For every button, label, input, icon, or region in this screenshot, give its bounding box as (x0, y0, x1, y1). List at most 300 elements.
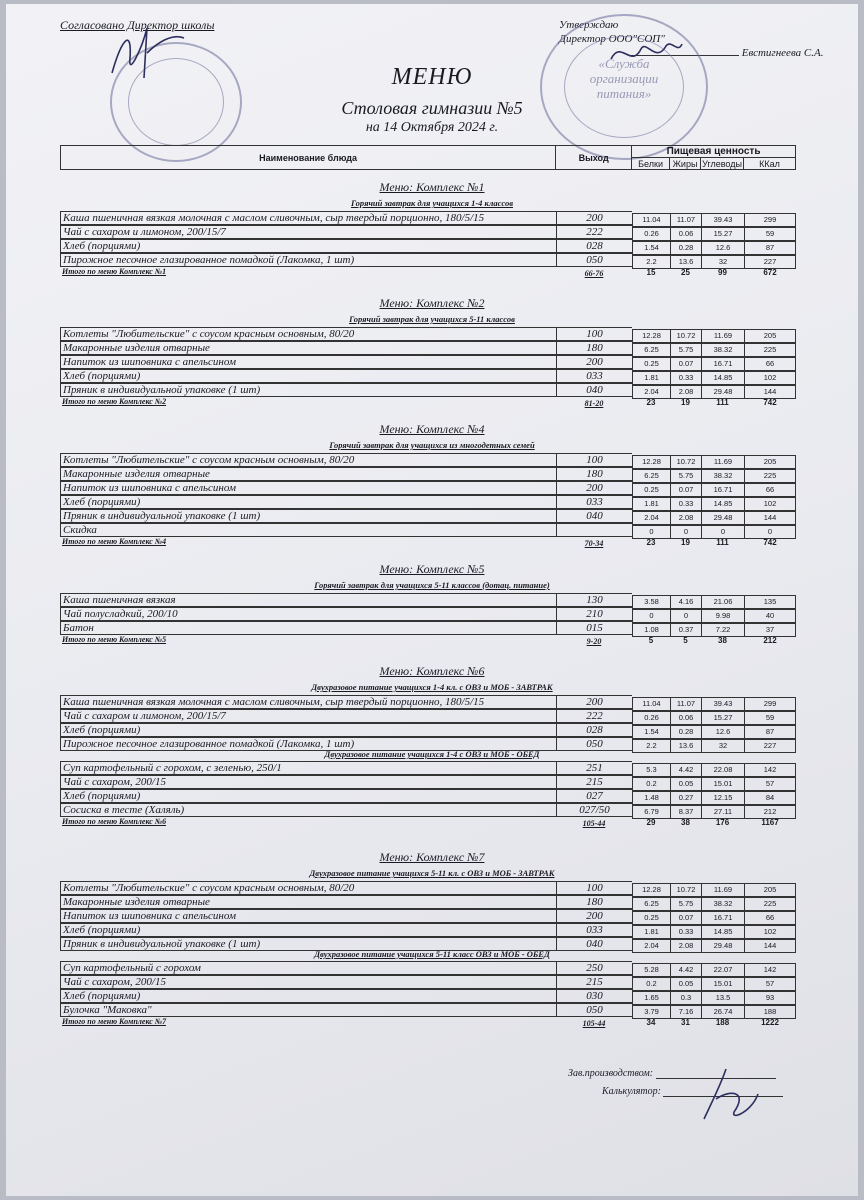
dish-protein: 6.25 (632, 343, 670, 357)
dish-kcal: 144 (744, 511, 796, 525)
dish-name: Пряник в индивидуальной упаковке (1 шт) (60, 509, 556, 523)
total-kcal: 672 (763, 268, 777, 277)
dish-carbs: 16.71 (701, 357, 744, 371)
total-carbs: 176 (715, 818, 730, 827)
col-fat: Жиры (670, 158, 701, 170)
dish-name: Котлеты "Любительские" с соусом красным основным, 80/20 (60, 327, 556, 341)
dish-protein: 6.25 (632, 469, 670, 483)
total-protein: 5 (648, 636, 654, 645)
table-row (60, 239, 796, 253)
dish-kcal: 87 (744, 725, 796, 739)
total-carbs: 188 (715, 1018, 730, 1027)
dish-name: Чай с сахаром, 200/15 (60, 775, 556, 789)
dish-carbs: 39.43 (701, 213, 744, 227)
dish-kcal: 84 (744, 791, 796, 805)
dish-fat: 0.28 (670, 241, 701, 255)
complex-total (60, 267, 796, 279)
dish-protein: 5.3 (632, 763, 670, 777)
dish-output: 180 (556, 341, 632, 355)
signature-calculator (696, 1064, 766, 1124)
dish-name: Напиток из шиповника с апельсином (60, 909, 556, 923)
complex-subtitle: Горячий завтрак для учащихся из многодетных семей (329, 440, 535, 450)
dish-fat: 5.75 (670, 897, 701, 911)
dish-carbs: 14.85 (701, 371, 744, 385)
total-label: Итого по меню Комплекс №4 (62, 537, 167, 546)
dish-carbs: 15.01 (701, 977, 744, 991)
dish-kcal: 0 (744, 525, 796, 539)
dish-fat: 0.33 (670, 371, 701, 385)
table-row (60, 881, 796, 895)
dish-name: Скидка (60, 523, 556, 537)
dish-name: Суп картофельный с горохом, с зеленью, 250/1 (60, 761, 556, 775)
dish-carbs: 26.74 (701, 1005, 744, 1019)
dish-output: 210 (556, 607, 632, 621)
dish-name: Пирожное песочное глазированное помадкой (Лакомка, 1 шт) (60, 253, 556, 267)
col-name: Наименование блюда (61, 146, 556, 170)
dish-carbs: 14.85 (701, 497, 744, 511)
stamp-text: «Служба организации питания» (589, 56, 659, 101)
table-row (60, 253, 796, 267)
total-fat: 25 (681, 268, 690, 277)
dish-kcal: 66 (744, 911, 796, 925)
dish-output: 200 (556, 909, 632, 923)
dish-output: 040 (556, 509, 632, 523)
complex-total (60, 397, 796, 409)
dish-fat: 2.08 (670, 939, 701, 953)
dish-name: Макаронные изделия отварные (60, 895, 556, 909)
dish-carbs: 27.11 (701, 805, 744, 819)
dish-carbs: 12.6 (701, 241, 744, 255)
dish-protein: 0 (632, 609, 670, 623)
menu-sheet (6, 4, 858, 1196)
complex-subtitle: Горячий завтрак для учащихся 5-11 классов (дотац. питание) (314, 580, 550, 590)
total-label: Итого по меню Комплекс №5 (62, 635, 167, 644)
dish-kcal: 227 (744, 739, 796, 753)
dish-output: 200 (556, 211, 632, 225)
dish-fat: 5.75 (670, 343, 701, 357)
dish-name: Сосиска в тесте (Халяль) (60, 803, 556, 817)
dish-output: 130 (556, 593, 632, 607)
dish-fat: 2.08 (670, 511, 701, 525)
dish-name: Котлеты "Любительские" с соусом красным основным, 80/20 (60, 453, 556, 467)
dish-protein: 1.48 (632, 791, 670, 805)
dish-name: Хлеб (порциями) (60, 239, 556, 253)
total-output: 9-20 (586, 637, 602, 646)
dish-protein: 0.25 (632, 911, 670, 925)
page-title: МЕНЮ (391, 64, 473, 90)
total-fat: 5 (683, 636, 688, 645)
dish-kcal: 205 (744, 455, 796, 469)
dish-fat: 0 (670, 525, 701, 539)
dish-protein: 1.81 (632, 371, 670, 385)
dish-name: Котлеты "Любительские" с соусом красным основным, 80/20 (60, 881, 556, 895)
dish-carbs: 38.32 (701, 469, 744, 483)
table-row (60, 593, 796, 607)
table-row (60, 369, 796, 383)
total-kcal: 1167 (761, 818, 779, 827)
dish-output: 200 (556, 481, 632, 495)
table-row (60, 1003, 796, 1017)
table-row (60, 383, 796, 397)
dish-kcal: 93 (744, 991, 796, 1005)
dish-carbs: 9.98 (701, 609, 744, 623)
dish-output: 200 (556, 355, 632, 369)
total-protein: 29 (646, 818, 656, 827)
complex-title: Меню: Комплекс №4 (379, 422, 485, 436)
dish-name: Пирожное песочное глазированное помадкой (Лакомка, 1 шт) (60, 737, 556, 751)
dish-output: 215 (556, 775, 632, 789)
dish-kcal: 299 (744, 697, 796, 711)
table-row (60, 355, 796, 369)
dish-kcal: 144 (744, 385, 796, 399)
table-row (60, 775, 796, 789)
dish-protein: 1.08 (632, 623, 670, 637)
approver-name: Евстигнеева С.А. (741, 47, 824, 59)
dish-protein: 1.81 (632, 925, 670, 939)
dish-name: Каша пшеничная вязкая молочная с маслом сливочным, сыр твердый порционно, 180/5/15 (60, 695, 556, 709)
total-protein: 23 (646, 398, 656, 407)
dish-carbs: 39.43 (701, 697, 744, 711)
dish-protein: 0.26 (632, 227, 670, 241)
dish-fat: 0.07 (670, 911, 701, 925)
dish-output: 028 (556, 723, 632, 737)
dish-fat: 0.3 (670, 991, 701, 1005)
dish-carbs: 11.69 (701, 883, 744, 897)
dish-output: 027/50 (556, 803, 632, 817)
col-output: Выход (556, 146, 632, 170)
dish-output: 251 (556, 761, 632, 775)
dish-kcal: 102 (744, 497, 796, 511)
dish-fat: 11.07 (670, 697, 701, 711)
table-row (60, 789, 796, 803)
complex-title: Меню: Комплекс №7 (379, 850, 485, 864)
dish-fat: 4.16 (670, 595, 701, 609)
dish-name: Чай с сахаром и лимоном, 200/15/7 (60, 225, 556, 239)
dish-name: Хлеб (порциями) (60, 495, 556, 509)
dish-name: Пряник в индивидуальной упаковке (1 шт) (60, 383, 556, 397)
total-protein: 23 (646, 538, 656, 547)
dish-name: Хлеб (порциями) (60, 723, 556, 737)
dish-kcal: 205 (744, 883, 796, 897)
total-label: Итого по меню Комплекс №6 (62, 817, 167, 826)
dish-fat: 4.42 (670, 763, 701, 777)
dish-output: 040 (556, 937, 632, 951)
dish-kcal: 59 (744, 711, 796, 725)
table-row (60, 509, 796, 523)
dish-carbs: 29.48 (701, 511, 744, 525)
column-header (60, 145, 796, 170)
dish-carbs: 16.71 (701, 483, 744, 497)
complex-title: Меню: Комплекс №6 (379, 664, 485, 678)
dish-name: Хлеб (порциями) (60, 923, 556, 937)
dish-carbs: 15.01 (701, 777, 744, 791)
complex-subtitle: Горячий завтрак для учащихся 1-4 классов (350, 198, 514, 208)
dish-fat: 0.06 (670, 711, 701, 725)
total-kcal: 1222 (761, 1018, 779, 1027)
dish-output: 033 (556, 495, 632, 509)
total-output: 70-34 (584, 539, 604, 548)
dish-kcal: 57 (744, 777, 796, 791)
dish-name: Каша пшеничная вязкая (60, 593, 556, 607)
dish-output: 100 (556, 453, 632, 467)
total-fat: 19 (681, 538, 690, 547)
complex-total (60, 537, 796, 549)
total-label: Итого по меню Комплекс №7 (62, 1017, 167, 1026)
total-carbs: 99 (718, 268, 727, 277)
total-fat: 38 (681, 818, 690, 827)
dish-fat: 13.6 (670, 255, 701, 269)
total-carbs: 38 (718, 636, 727, 645)
total-fat: 19 (681, 398, 690, 407)
dish-protein: 2.2 (632, 739, 670, 753)
dish-kcal: 87 (744, 241, 796, 255)
dish-carbs: 15.27 (701, 227, 744, 241)
dish-fat: 0.27 (670, 791, 701, 805)
dish-output: 028 (556, 239, 632, 253)
table-row (60, 961, 796, 975)
dish-kcal: 102 (744, 371, 796, 385)
col-protein: Белки (632, 158, 670, 170)
dish-output: 050 (556, 737, 632, 751)
total-label: Итого по меню Комплекс №1 (62, 267, 167, 276)
dish-protein: 2.04 (632, 385, 670, 399)
table-row (60, 621, 796, 635)
dish-carbs: 14.85 (701, 925, 744, 939)
col-carbs: Углеводы (702, 158, 742, 169)
table-row (60, 709, 796, 723)
dish-fat: 10.72 (670, 455, 701, 469)
dish-name: Напиток из шиповника с апельсином (60, 355, 556, 369)
dish-output: 180 (556, 467, 632, 481)
dish-fat: 0.07 (670, 483, 701, 497)
dish-fat: 5.75 (670, 469, 701, 483)
table-row (60, 453, 796, 467)
dish-fat: 0.06 (670, 227, 701, 241)
dish-kcal: 225 (744, 897, 796, 911)
complex-subtitle: Двухразовое питание учащихся 1-4 кл. с ОВЗ и МОБ - ЗАВТРАК (311, 682, 553, 692)
dish-output (556, 523, 632, 537)
dish-name: Чай с сахаром, 200/15 (60, 975, 556, 989)
dish-output: 222 (556, 225, 632, 239)
dish-fat: 8.37 (670, 805, 701, 819)
total-kcal: 742 (763, 398, 777, 407)
dish-fat: 7.16 (670, 1005, 701, 1019)
dish-carbs: 29.48 (701, 385, 744, 399)
complex-title: Меню: Комплекс №2 (379, 296, 485, 310)
dish-name: Макаронные изделия отварные (60, 467, 556, 481)
table-row (60, 327, 796, 341)
total-kcal: 742 (763, 538, 777, 547)
dish-protein: 12.28 (632, 883, 670, 897)
dish-fat: 0 (670, 609, 701, 623)
dish-output: 050 (556, 1003, 632, 1017)
table-row (60, 975, 796, 989)
dish-protein: 3.79 (632, 1005, 670, 1019)
dish-protein: 3.58 (632, 595, 670, 609)
dish-kcal: 142 (744, 763, 796, 777)
dish-output: 180 (556, 895, 632, 909)
dish-kcal: 66 (744, 357, 796, 371)
dish-output: 027 (556, 789, 632, 803)
dish-name: Булочка "Маковка" (60, 1003, 556, 1017)
table-row (60, 723, 796, 737)
total-output: 105-44 (582, 1019, 606, 1028)
dish-name: Батон (60, 621, 556, 635)
approve-label: Утверждаю (559, 19, 619, 31)
dish-kcal: 188 (744, 1005, 796, 1019)
dish-output: 015 (556, 621, 632, 635)
dish-name: Хлеб (порциями) (60, 369, 556, 383)
dish-name: Суп картофельный с горохом (60, 961, 556, 975)
dish-kcal: 66 (744, 483, 796, 497)
complex-title: Меню: Комплекс №1 (379, 180, 485, 194)
table-row (60, 211, 796, 225)
table-row (60, 607, 796, 621)
dish-carbs: 11.69 (701, 455, 744, 469)
table-row (60, 495, 796, 509)
table-row (60, 225, 796, 239)
dish-fat: 0.28 (670, 725, 701, 739)
dish-carbs: 16.71 (701, 911, 744, 925)
dish-fat: 0.33 (670, 925, 701, 939)
table-row (60, 761, 796, 775)
dish-output: 033 (556, 923, 632, 937)
table-row (60, 989, 796, 1003)
dish-protein: 1.54 (632, 725, 670, 739)
dish-fat: 10.72 (670, 329, 701, 343)
total-kcal: 212 (763, 636, 777, 645)
dish-protein: 5.28 (632, 963, 670, 977)
total-carbs: 111 (716, 538, 729, 547)
total-protein: 34 (646, 1018, 656, 1027)
dish-kcal: 59 (744, 227, 796, 241)
dish-output: 222 (556, 709, 632, 723)
dish-protein: 2.04 (632, 939, 670, 953)
dish-protein: 2.04 (632, 511, 670, 525)
dish-output: 030 (556, 989, 632, 1003)
dish-kcal: 212 (744, 805, 796, 819)
dish-name: Макаронные изделия отварные (60, 341, 556, 355)
complex-subtitle: Двухразовое питание учащихся 5-11 кл. с ОВЗ и МОБ - ЗАВТРАК (309, 868, 555, 878)
total-carbs: 111 (716, 398, 729, 407)
dish-output: 215 (556, 975, 632, 989)
dish-kcal: 40 (744, 609, 796, 623)
dish-kcal: 227 (744, 255, 796, 269)
dish-kcal: 205 (744, 329, 796, 343)
total-label: Итого по меню Комплекс №2 (62, 397, 167, 406)
dish-kcal: 57 (744, 977, 796, 991)
dish-kcal: 144 (744, 939, 796, 953)
dish-output: 033 (556, 369, 632, 383)
production-label: Зав.производством: (568, 1068, 654, 1079)
dish-protein: 6.79 (632, 805, 670, 819)
dish-protein: 0.26 (632, 711, 670, 725)
dish-name: Хлеб (порциями) (60, 989, 556, 1003)
col-kcal: ККал (744, 158, 796, 170)
dish-carbs: 12.15 (701, 791, 744, 805)
dish-protein: 11.04 (632, 213, 670, 227)
dish-fat: 11.07 (670, 213, 701, 227)
dish-carbs: 22.07 (701, 963, 744, 977)
dish-protein: 0.2 (632, 777, 670, 791)
dish-kcal: 102 (744, 925, 796, 939)
dish-carbs: 7.22 (701, 623, 744, 637)
dish-fat: 0.05 (670, 977, 701, 991)
dish-carbs: 13.5 (701, 991, 744, 1005)
dish-carbs: 15.27 (701, 711, 744, 725)
dish-protein: 11.04 (632, 697, 670, 711)
dish-protein: 0.25 (632, 357, 670, 371)
table-row (60, 481, 796, 495)
dish-kcal: 225 (744, 343, 796, 357)
table-row (60, 909, 796, 923)
dish-protein: 12.28 (632, 455, 670, 469)
complex-title: Меню: Комплекс №5 (379, 562, 485, 576)
table-row (60, 923, 796, 937)
dish-fat: 0.37 (670, 623, 701, 637)
dish-name: Напиток из шиповника с апельсином (60, 481, 556, 495)
table-row (60, 695, 796, 709)
dish-kcal: 37 (744, 623, 796, 637)
dish-protein: 2.2 (632, 255, 670, 269)
complex-total (60, 817, 796, 829)
dish-protein: 0.2 (632, 977, 670, 991)
col-nutrition: Пищевая ценность (632, 146, 796, 158)
dish-carbs: 22.08 (701, 763, 744, 777)
dish-kcal: 142 (744, 963, 796, 977)
total-fat: 31 (681, 1018, 690, 1027)
dish-carbs: 0 (701, 525, 744, 539)
canteen-name: Столовая гимназии №5 (341, 98, 523, 118)
approve-position: Директор ООО"СОП" (559, 33, 665, 45)
dish-name: Хлеб (порциями) (60, 789, 556, 803)
dish-output: 050 (556, 253, 632, 267)
dish-kcal: 299 (744, 213, 796, 227)
dish-carbs: 11.69 (701, 329, 744, 343)
table-row (60, 467, 796, 481)
total-output: 81-20 (584, 399, 604, 408)
complex-total (60, 1017, 796, 1029)
dish-output: 200 (556, 695, 632, 709)
dish-protein: 6.25 (632, 897, 670, 911)
table-row (60, 523, 796, 537)
dish-fat: 0.33 (670, 497, 701, 511)
dish-fat: 2.08 (670, 385, 701, 399)
dish-carbs: 38.32 (701, 343, 744, 357)
dish-output: 040 (556, 383, 632, 397)
dish-kcal: 135 (744, 595, 796, 609)
dish-fat: 13.6 (670, 739, 701, 753)
table-row (60, 803, 796, 817)
dish-protein: 1.65 (632, 991, 670, 1005)
dish-carbs: 21.06 (701, 595, 744, 609)
complex-total (60, 635, 796, 647)
dish-output: 100 (556, 327, 632, 341)
dish-name: Чай с сахаром и лимоном, 200/15/7 (60, 709, 556, 723)
dish-name: Чай полусладкий, 200/10 (60, 607, 556, 621)
table-row (60, 341, 796, 355)
dish-fat: 0.05 (670, 777, 701, 791)
approval-left: Согласовано Директор школы (60, 18, 215, 32)
dish-protein: 1.54 (632, 241, 670, 255)
menu-date: на 14 Октября 2024 г. (365, 120, 499, 135)
dish-fat: 0.07 (670, 357, 701, 371)
dish-fat: 4.42 (670, 963, 701, 977)
dish-carbs: 32 (701, 739, 744, 753)
dish-name: Пряник в индивидуальной упаковке (1 шт) (60, 937, 556, 951)
total-output: 66-76 (584, 269, 604, 278)
dish-output: 100 (556, 881, 632, 895)
